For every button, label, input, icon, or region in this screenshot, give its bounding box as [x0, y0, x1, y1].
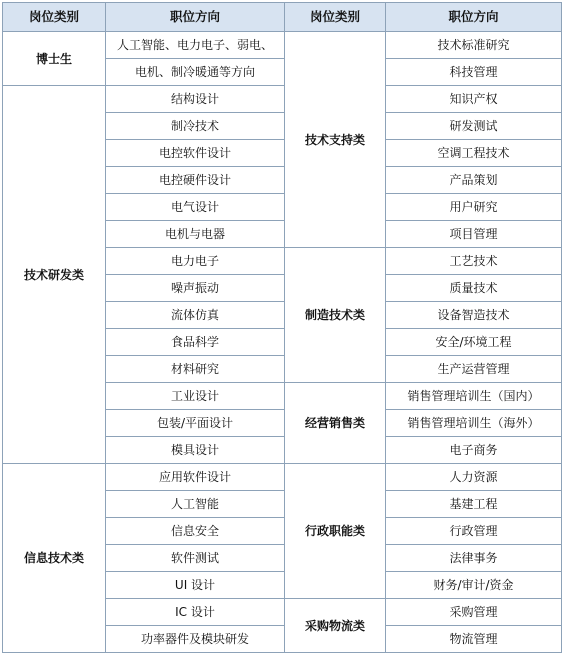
position-cell: UI 设计 [106, 572, 285, 599]
position-cell: 食品科学 [106, 329, 285, 356]
table-row [3, 32, 562, 59]
position-cell: 物流管理 [386, 626, 562, 653]
position-cell: 人力资源 [386, 464, 562, 491]
position-cell: 销售管理培训生（海外） [386, 410, 562, 437]
position-cell: 生产运营管理 [386, 356, 562, 383]
position-cell: 空调工程技术 [386, 140, 562, 167]
position-cell: 模具设计 [106, 437, 285, 464]
table-header-row [3, 3, 562, 32]
header-position-left: 职位方向 [106, 3, 285, 32]
position-cell: 法律事务 [386, 545, 562, 572]
position-cell: 项目管理 [386, 221, 562, 248]
position-cell: 财务/审计/资金 [386, 572, 562, 599]
position-cell: 功率器件及模块研发 [106, 626, 285, 653]
position-cell: 流体仿真 [106, 302, 285, 329]
position-cell: 设备智造技术 [386, 302, 562, 329]
position-cell: 电子商务 [386, 437, 562, 464]
position-cell: 人工智能 [106, 491, 285, 518]
position-cell: 研发测试 [386, 113, 562, 140]
position-cell: 技术标准研究 [386, 32, 562, 59]
position-cell: 工业设计 [106, 383, 285, 410]
job-categories-table [2, 2, 562, 653]
position-cell: 销售管理培训生（国内） [386, 383, 562, 410]
category-admin: 行政职能类 [285, 464, 386, 599]
category-sales: 经营销售类 [285, 383, 386, 464]
position-cell: 材料研究 [106, 356, 285, 383]
table-row [3, 464, 562, 491]
position-cell: 行政管理 [386, 518, 562, 545]
category-manufacturing: 制造技术类 [285, 248, 386, 383]
position-cell: 信息安全 [106, 518, 285, 545]
position-cell: 安全/环境工程 [386, 329, 562, 356]
position-cell: 基建工程 [386, 491, 562, 518]
position-cell: 质量技术 [386, 275, 562, 302]
position-cell: 人工智能、电力电子、弱电、 [106, 32, 285, 59]
position-cell: 知识产权 [386, 86, 562, 113]
header-category-left: 岗位类别 [3, 3, 106, 32]
position-cell: 应用软件设计 [106, 464, 285, 491]
header-category-right: 岗位类别 [285, 3, 386, 32]
position-cell: 电机、制冷暖通等方向 [106, 59, 285, 86]
position-cell: 产品策划 [386, 167, 562, 194]
position-cell: 包装/平面设计 [106, 410, 285, 437]
position-cell: 电机与电器 [106, 221, 285, 248]
position-cell: 科技管理 [386, 59, 562, 86]
position-cell: 制冷技术 [106, 113, 285, 140]
position-cell: 电控硬件设计 [106, 167, 285, 194]
table-row [3, 86, 562, 113]
position-cell: 电气设计 [106, 194, 285, 221]
position-cell: 工艺技术 [386, 248, 562, 275]
position-cell: 用户研究 [386, 194, 562, 221]
position-cell: IC 设计 [106, 599, 285, 626]
position-cell: 电控软件设计 [106, 140, 285, 167]
position-cell: 软件测试 [106, 545, 285, 572]
category-phd: 博士生 [3, 32, 106, 86]
header-position-right: 职位方向 [386, 3, 562, 32]
position-cell: 噪声振动 [106, 275, 285, 302]
position-cell: 电力电子 [106, 248, 285, 275]
category-tech-support: 技术支持类 [285, 32, 386, 248]
category-rd: 技术研发类 [3, 86, 106, 464]
category-it: 信息技术类 [3, 464, 106, 653]
category-procurement: 采购物流类 [285, 599, 386, 653]
position-cell: 采购管理 [386, 599, 562, 626]
position-cell: 结构设计 [106, 86, 285, 113]
